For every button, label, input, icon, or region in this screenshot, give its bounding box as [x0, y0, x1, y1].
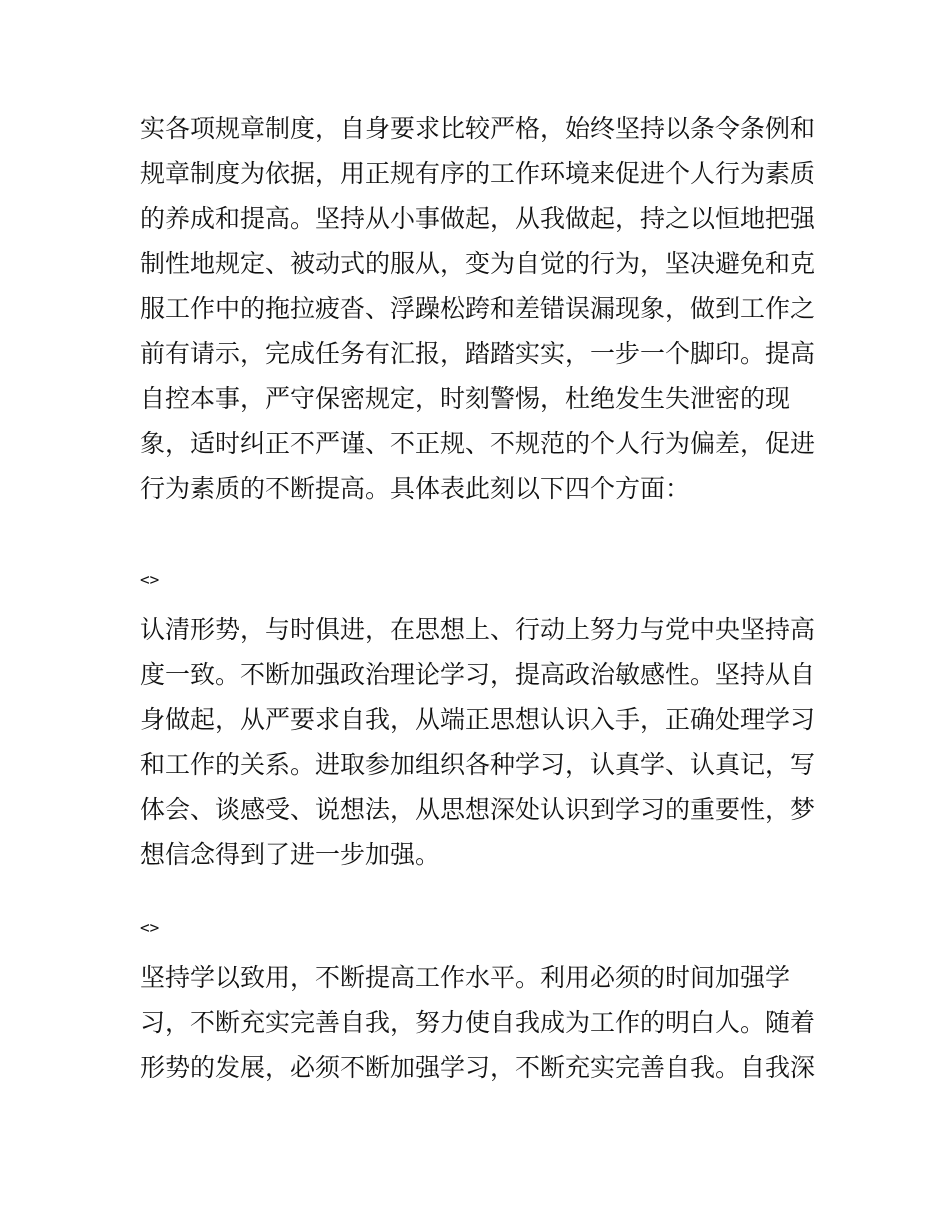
paragraph-2	[140, 607, 820, 877]
paragraph-line: 想信念得到了进一步加强。	[140, 840, 441, 869]
paragraph-line: 制性地规定、被动式的服从，变为自觉的行为，坚决避免和克	[140, 249, 816, 278]
paragraph-line: 身做起，从严要求自我，从端正思想认识入手，正确处理学习	[140, 705, 816, 734]
paragraph-line: 习，不断充实完善自我，努力使自我成为工作的明白人。随着	[140, 1008, 816, 1037]
paragraph-3	[140, 955, 820, 1090]
paragraph-line: 的养成和提高。坚持从小事做起，从我做起，持之以恒地把强	[140, 204, 816, 233]
paragraph-line: 象，适时纠正不严谨、不正规、不规范的个人行为偏差，促进	[140, 429, 816, 458]
section-marker-1: <>	[140, 570, 160, 589]
paragraph-line: 自控本事，严守保密规定，时刻警惕，杜绝发生失泄密的现	[140, 384, 791, 413]
paragraph-line: 认清形势，与时俱进，在思想上、行动上努力与党中央坚持高	[140, 615, 816, 644]
paragraph-line: 规章制度为依据，用正规有序的工作环境来促进个人行为素质	[140, 159, 816, 188]
paragraph-1	[140, 106, 820, 511]
paragraph-line: 服工作中的拖拉疲沓、浮躁松跨和差错误漏现象，做到工作之	[140, 294, 816, 323]
paragraph-line: 体会、谈感受、说想法，从思想深处认识到学习的重要性，梦	[140, 795, 816, 824]
paragraph-line: 前有请示，完成任务有汇报，踏踏实实，一步一个脚印。提高	[140, 339, 816, 368]
paragraph-line: 坚持学以致用，不断提高工作水平。利用必须的时间加强学	[140, 963, 791, 992]
paragraph-line: 和工作的关系。进取参加组织各种学习，认真学、认真记，写	[140, 750, 816, 779]
paragraph-line: 行为素质的不断提高。具体表此刻以下四个方面：	[140, 474, 691, 503]
section-marker-2: <>	[140, 918, 160, 937]
paragraph-line: 实各项规章制度，自身要求比较严格，始终坚持以条令条例和	[140, 114, 816, 143]
paragraph-line: 度一致。不断加强政治理论学习，提高政治敏感性。坚持从自	[140, 660, 816, 689]
paragraph-line: 形势的发展，必须不断加强学习，不断充实完善自我。自我深	[140, 1053, 816, 1082]
